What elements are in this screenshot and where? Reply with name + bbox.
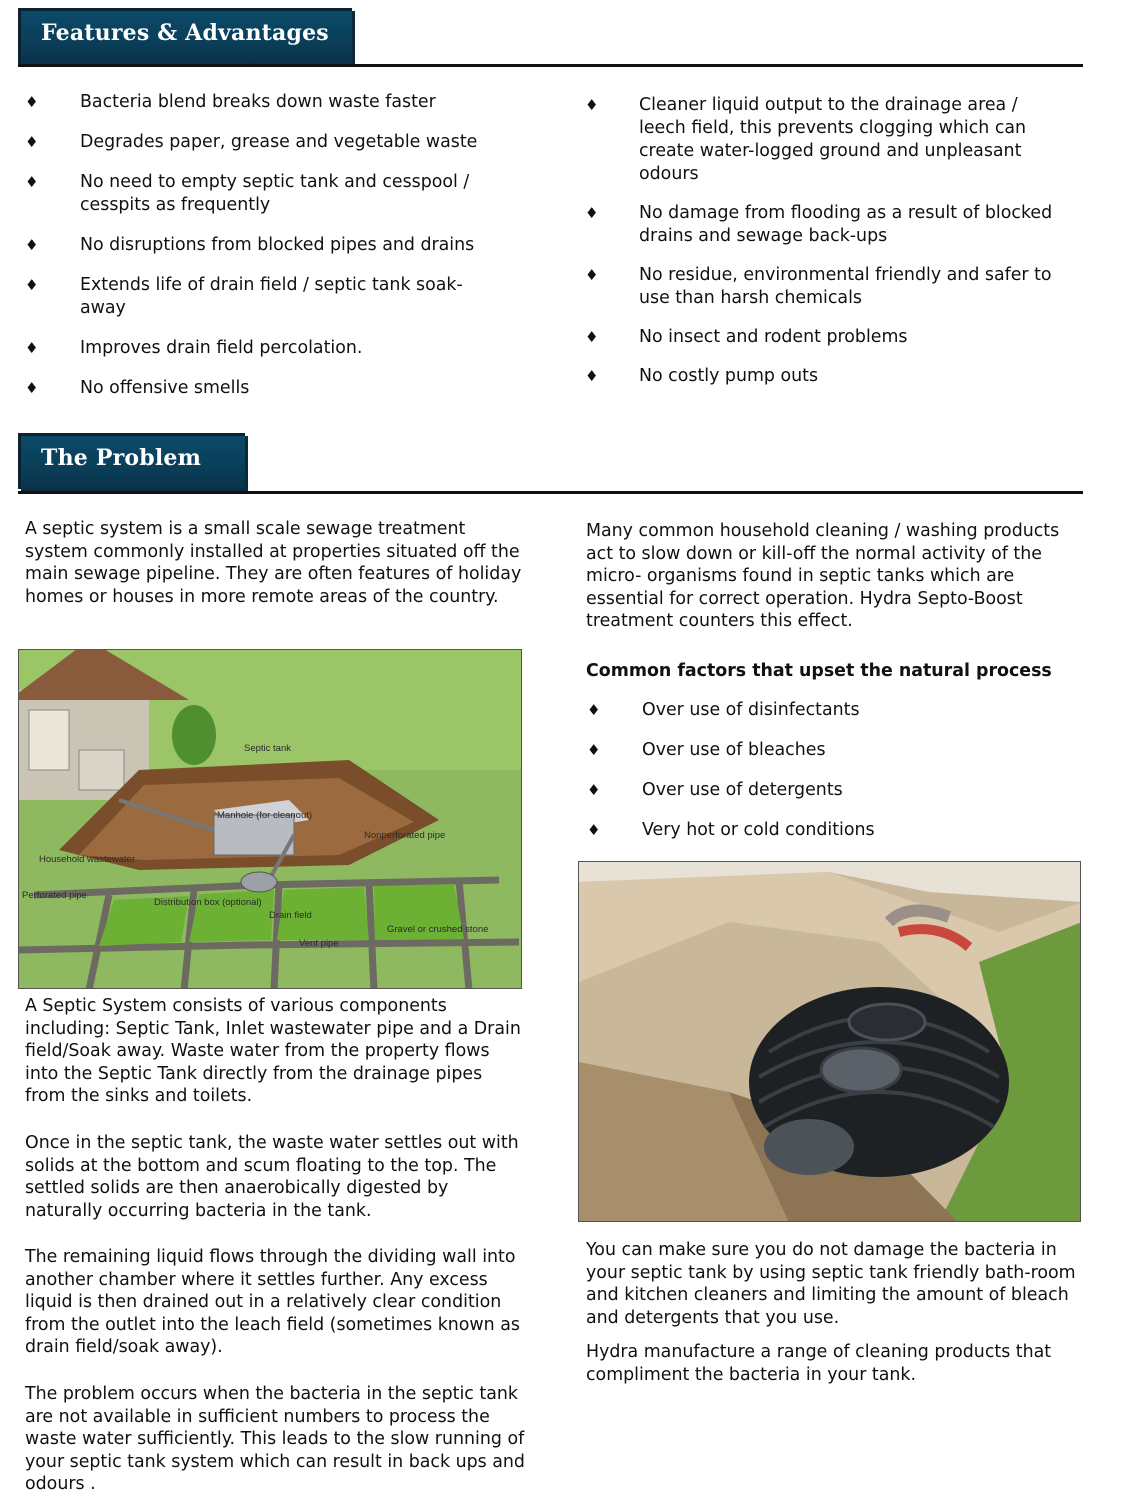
list-item: ♦ No damage from flooding as a result of blocked drains and sewage back-ups [585,203,1053,246]
problem-remaining: The remaining liquid flows through the dividing wall into another chamber where it settles further. Any excess liquid is then drained out in a relatively clear condition from the outlet into the leach field (sometimes known as drain field/soak away). [25,1247,520,1358]
list-item: ♦ Degrades paper, grease and vegetable waste [25,132,478,152]
diamond-bullet-icon: ♦ [25,276,39,294]
diagram-label-gravel: Gravel or crushed stone [387,924,489,935]
list-item: ♦ No costly pump outs [585,366,819,386]
list-item: ♦ Very hot or cold conditions [587,820,875,840]
diamond-bullet-icon: ♦ [585,204,599,222]
problem-heading: The Problem [41,445,202,471]
list-item: ♦ No need to empty septic tank and cesspool / cesspits as frequently [25,172,470,215]
diagram-label-perforated: Perforated pipe [22,890,87,901]
diagram-label-drain-field: Drain field [269,910,312,921]
diagram-label-manhole: Manhole (for cleanout) [217,810,313,821]
diamond-bullet-icon: ♦ [585,266,599,284]
septic-tank-photo-svg [579,862,1081,1222]
diagram-label-nonperforated: Nonperforated pipe [364,830,446,841]
features-left-list [25,91,515,400]
septic-diagram-svg [19,650,522,989]
diamond-bullet-icon: ♦ [25,339,39,357]
diamond-bullet-icon: ♦ [587,741,601,759]
list-item: ♦ Bacteria blend breaks down waste faster [25,92,436,112]
problem-occurs: The problem occurs when the bacteria in the septic tank are not available in sufficient numbers to process the waste water sufficiently. This leads to the slow running of your septic tank system which can result in back ups and odours . [25,1384,525,1495]
septic-tank-photo [578,861,1081,1222]
diagram-label-vent-pipe: Vent pipe [299,938,339,949]
septic-system-diagram [18,649,522,989]
list-item: ♦ No disruptions from blocked pipes and drains [25,235,475,255]
diamond-bullet-icon: ♦ [585,96,599,114]
diamond-bullet-icon: ♦ [587,701,601,719]
problem-make-sure: You can make sure you do not damage the bacteria in your septic tank by using septic tank friendly bath-room and kitchen cleaners and limiting the amount of bleach and detergents that you use. [586,1240,1076,1328]
list-item: ♦ Over use of detergents [587,780,843,800]
diamond-bullet-icon: ♦ [585,367,599,385]
list-item: ♦ No offensive smells [25,378,250,398]
diamond-bullet-icon: ♦ [587,821,601,839]
factors-heading: Common factors that upset the natural process [586,661,1052,681]
diamond-bullet-icon: ♦ [25,93,39,111]
diagram-label-distribution: Distribution box (optional) [154,897,262,908]
problem-settles: Once in the septic tank, the waste water settles out with solids at the bottom and scum floating to the top. The settled solids are then anaerobically digested by naturally occurring bacteria in the tank. [25,1133,519,1221]
diamond-bullet-icon: ♦ [585,328,599,346]
features-heading-banner [18,8,352,64]
list-item: ♦ Over use of disinfectants [587,700,860,720]
problem-heading-banner [18,433,245,489]
diagram-label-septic-tank: Septic tank [244,743,291,754]
diamond-bullet-icon: ♦ [25,173,39,191]
problem-rule [18,491,1083,494]
list-item: ♦ Cleaner liquid output to the drainage area / leech field, this prevents clogging which can create water-logged ground and unpleasant odours [585,95,1027,184]
diamond-bullet-icon: ♦ [587,781,601,799]
problem-components: A Septic System consists of various components including: Septic Tank, Inlet wastewater pipe and a Drain field/Soak away. Waste water from the property flows into the Septic Tank directly from the drainage pipes from the sinks and toilets. [25,996,521,1107]
features-right-list [585,94,1085,388]
list-item: ♦ No residue, environmental friendly and safer to use than harsh chemicals [585,265,1052,308]
diamond-bullet-icon: ♦ [25,236,39,254]
list-item: ♦ No insect and rodent problems [585,327,908,347]
problem-products: Many common household cleaning / washing products act to slow down or kill-off the normal activity of the micro- organisms found in septic tanks which are essential for correct operation. Hydra Septo-Boost treatment counters this effect. [586,521,1060,632]
factors-list [587,699,1067,842]
list-item: ♦ Improves drain field percolation. [25,338,363,358]
list-item: ♦ Extends life of drain field / septic tank soak-away [25,275,463,318]
problem-hydra: Hydra manufacture a range of cleaning products that compliment the bacteria in your tank. [586,1342,1052,1385]
problem-intro: A septic system is a small scale sewage treatment system commonly installed at properties situated off the main sewage pipeline. They are often features of holiday homes or houses in more remote areas of the country. [25,519,522,607]
diamond-bullet-icon: ♦ [25,379,39,397]
features-rule [18,64,1083,67]
diagram-label-household: Household wastewater [39,854,136,865]
list-item: ♦ Over use of bleaches [587,740,826,760]
diamond-bullet-icon: ♦ [25,133,39,151]
features-heading: Features & Advantages [41,20,329,46]
